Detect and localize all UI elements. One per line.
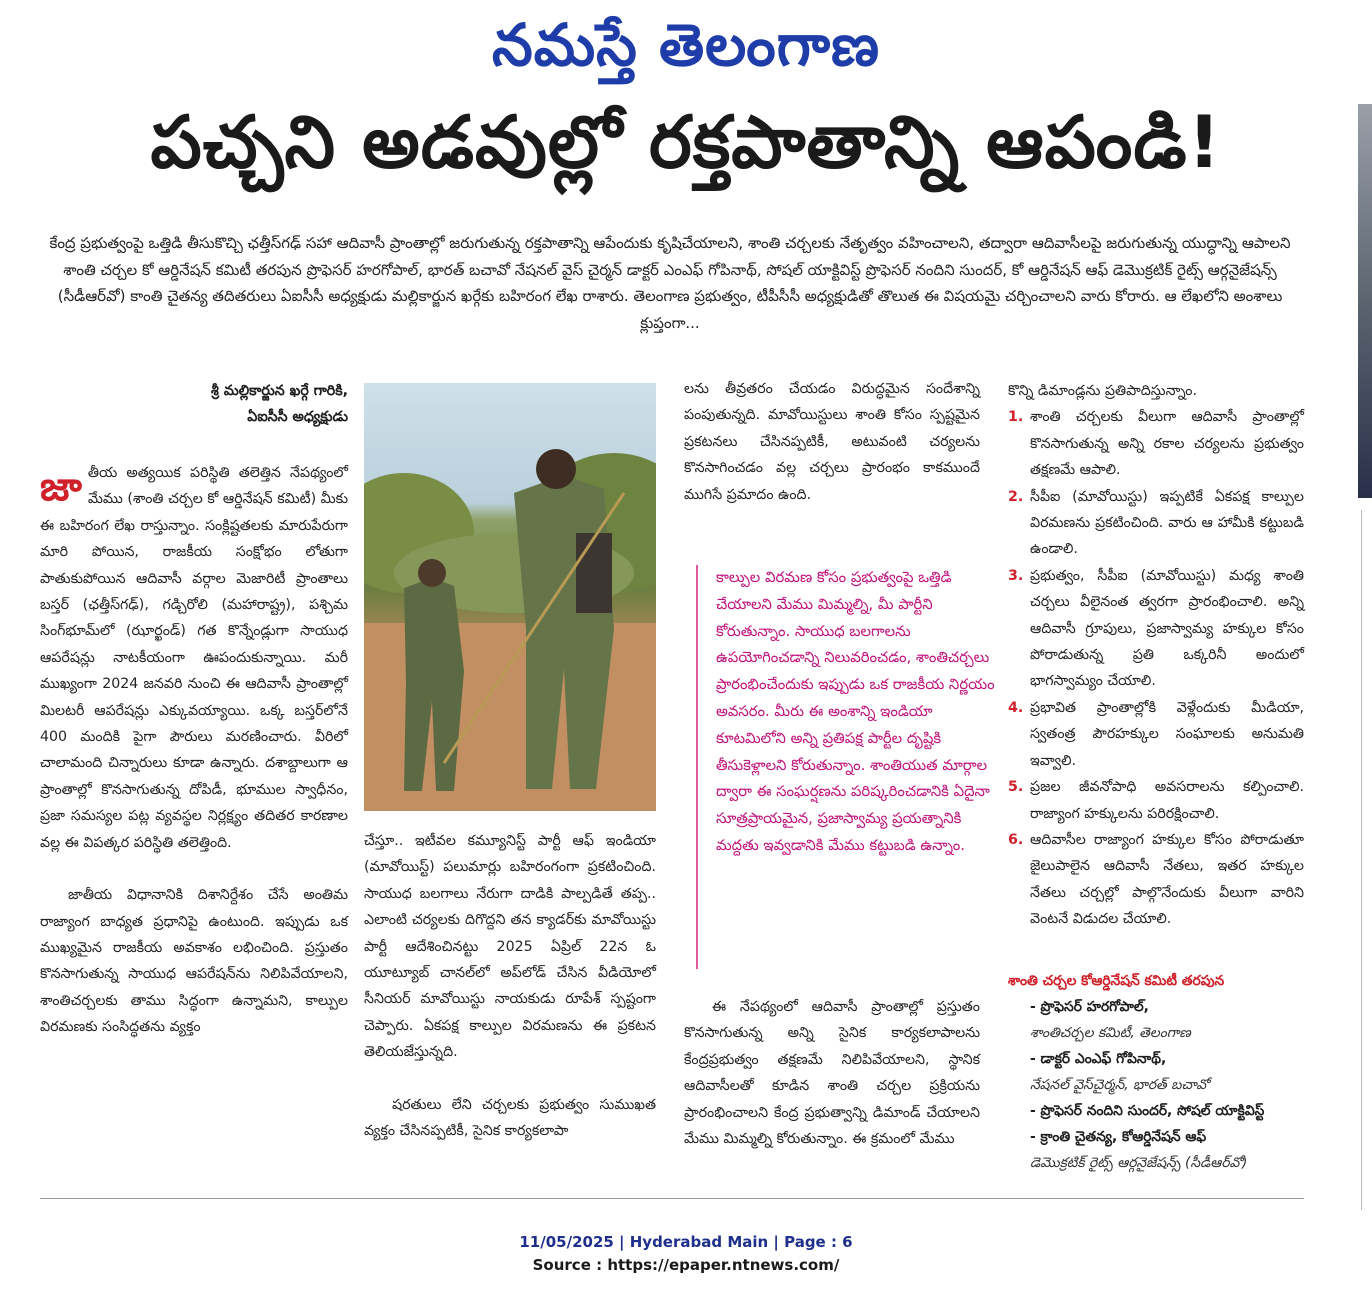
demand-number: 1. [1008,409,1024,426]
demand-item-2 [1008,484,1304,563]
signatory-name-2: - డాక్టర్ ఎంఎఫ్ గోపినాథ్, [1030,1051,1167,1067]
address-line-1: శ్రీ మల్లికార్జున ఖర్గే గారికి, [210,383,348,399]
paragraph: ఈ నేపథ్యంలో ఆదివాసీ ప్రాంతాల్లో ప్రస్తుతం కొనసాగుతున్న అన్ని సైనిక కార్యకలాపాలను కేంద్రప్రభుత్వం తక్షణమే నిలిపివేయాలని, స్థానిక ఆదివాసీలతో కూడిన శాంతి చర్చల ప్రక్రియను ప్రారంభించాలని కేంద్ర ప్రభుత్వాన్ని డిమాండ్ చేయాలని మేము మిమ్మల్ని కోరుతున్నాం. ఈ క్రమంలో మేము [684,999,980,1148]
signatory-role-1: శాంతిచర్చల కమిటీ, తెలంగాణ [1030,1025,1191,1041]
demands-list [1008,404,1304,932]
demand-item-3 [1008,563,1304,695]
demand-text: ప్రజల జీవనోపాధి అవసరాలను కల్పించాలి. రాజ్యాంగ హక్కులను పరిరక్షించాలి. [1030,779,1304,822]
address-line-2: ఏఐసీసీ అధ్యక్షుడు [247,409,348,425]
demand-number: 4. [1008,699,1024,716]
demand-text: ప్రభుత్వం, సీపీఐ (మావోయిస్టు) మధ్య శాంతి చర్చలు వీలైనంత త్వరగా ప్రారంభించాలి. అన్ని ఆదివాసీ గ్రూపులు, ప్రజాస్వామ్య హక్కుల కోసం పోరాడుతున్న ప్రతి ఒక్కరినీ అందులో భాగస్వామ్యం చేయాలి. [1030,567,1304,690]
pull-quote: కాల్పుల విరమణ కోసం ప్రభుత్వంపై ఒత్తిడి చేయాలని మేము మిమ్మల్ని, మీ పార్టీని కోరుతున్నాం. సాయుధ బలగాలను ఉపయోగించడాన్ని నిలువరించడం, శాంతిచర్చలు ప్రారంభించేందుకు ఇప్పుడు ఒక రాజకీయ నిర్ణయం అవసరం. మీరు ఈ అంశాన్ని ఇండియా కూటమిలోని అన్ని ప్రతిపక్ష పార్టీల దృష్టికి తీసుకెళ్లాలని కోరుతున్నాం. శాంతియుత మార్గాల ద్వారా ఈ సంఘర్షణను పరిష్కరించడానికి ఏదైనా సూత్రప్రాయమైన, ప్రజాస్వామ్య ప్రయత్నానికి మద్దతు ఇవ్వడానికి మేము కట్టుబడి ఉన్నాం. [696,565,1006,969]
article-photo-soldiers [364,383,656,811]
signatory-role-4: డెమొక్రటిక్ రైట్స్ ఆర్గనైజేషన్స్ (సీడీఆర్‌వో) [1030,1155,1248,1171]
signatory-name-3: - ప్రొఫెసర్ నందిని సుందర్, సోషల్ యాక్టివిస్ట్ [1030,1103,1265,1119]
footer-edition-info: 11/05/2025 | Hyderabad Main | Page : 6 [519,1233,853,1251]
demand-item-4 [1008,695,1304,774]
demand-number: 3. [1008,567,1024,584]
letter-address [40,378,348,434]
paragraph: జాతీయ విధానానికి దిశానిర్దేశం చేసే అంతిమ రాజ్యాంగ బాధ్యత ప్రధానిపై ఉంటుంది. ఇప్పుడు ఒక ముఖ్యమైన రాజకీయ అవకాశం లభించింది. ప్రస్తుతం కొనసాగుతున్న సాయుధ ఆపరేషన్‌ను నిలిపివేయాలని, శాంతిచర్చలకు తాము సిద్ధంగా ఉన్నామని, కాల్పుల విరమణకు సంసిద్ధతను వ్యక్తం [40,887,348,1036]
demand-item-6 [1008,827,1304,933]
demand-number: 6. [1008,831,1024,848]
paragraph: లను తీవ్రతరం చేయడం విరుద్ధమైన సందేశాన్ని పంపుతున్నది. మావోయిస్టులు శాంతి కోసం స్పష్టమైన ప్రకటనలు చేసినప్పటికీ, అటువంటి చర్యలను కొనసాగించడం వల్ల చర్చలు ప్రారంభం కాకముందే ముగిసే ప్రమాదం ఉంది. [684,381,980,503]
footer-source: Source : https://epaper.ntnews.com/ [532,1256,840,1274]
demands-lead: కొన్ని డిమాండ్లను ప్రతిపాదిస్తున్నాం. [1008,383,1198,399]
footer-rule [40,1198,1304,1199]
demand-text: ప్రభావిత ప్రాంతాల్లోకి వెళ్లేందుకు మీడియా, స్వతంత్ర పౌరహక్కుల సంఘాలకు అనుమతి ఇవ్వాలి. [1030,699,1304,769]
demand-number: 5. [1008,779,1024,796]
photo-illustration [364,383,656,811]
demand-text: ఆదివాసీల రాజ్యాంగ హక్కుల కోసం పోరాడుతూ జైలుపాలైన ఆదివాసీ నేతలు, ఇతర హక్కుల నేతలు చర్చల్లో పాల్గొనేందుకు వీలుగా వారిని వెంటనే విడుదల చేయాలి. [1030,831,1304,928]
signatory-name-1: - ప్రొఫెసర్ హరగోపాల్, [1030,999,1149,1015]
drop-cap: జా [40,463,82,510]
article-column-2 [364,828,656,1180]
masthead-logo: నమస్తే తెలంగాణ [492,11,880,79]
signatory-name-4: - క్రాంతి చైతన్య, కోఆర్డినేషన్ ఆఫ్ [1030,1129,1207,1145]
article-column-3-bottom [684,994,980,1178]
headline: పచ్చని అడవుల్లో రక్తపాతాన్ని ఆపండి! [150,100,1222,184]
signature-title: శాంతి చర్చల కోఆర్డినేషన్ కమిటీ తరపున [1008,973,1225,989]
paragraph [40,460,348,856]
demand-text: శాంతి చర్చలకు వీలుగా ఆదివాసీ ప్రాంతాల్లో కొనసాగుతున్న అన్ని రకాల చర్యలను ప్రభుత్వం తక్షణమే ఆపాలి. [1030,409,1304,479]
demands-column [1008,383,1304,934]
demand-number: 2. [1008,488,1024,505]
article-column-1 [40,460,348,1180]
demand-item-5 [1008,774,1304,827]
paragraph-text: తీయ అత్యయిక పరిస్థితి తలెత్తిన నేపథ్యంలో మేము (శాంతి చర్చల కో ఆర్డినేషన్ కమిటీ) మీకు ఈ బహిరంగ లేఖ రాస్తున్నాం. సంక్లిష్టతలకు మారుపేరుగా మారి పోయిన, రాజకీయ సంక్షోభం లోతుగా పాతుకుపోయిన ఆదివాసీ వర్గాల మెజారిటీ ప్రాంతాలు బస్తర్ (ఛత్తీస్‌గఢ్), గడ్చిరోలి (మహారాష్ట్ర), పశ్చిమ సింగ్‌భూమ్‌లో (ఝార్ఖండ్) గత కొన్నేండ్లుగా సాయుధ ఆపరేషన్లు నాటకీయంగా ఊపందుకున్నాయి. మరీ ముఖ్యంగా 2024 జనవరి నుంచి ఈ ఆదివాసీ ప్రాంతాల్లో మిలటరీ ఆపరేషన్లు ఎక్కువయ్యాయి. ఒక్క బస్తర్‌లోనే 400 మందికి పైగా పౌరులు మరణించారు. వీరిలో చాలామంది చిన్నారులు కూడా ఉన్నారు. దశాబ్దాలుగా ఆ ప్రాంతాల్లో కొనసాగుతున్న దోపిడీ, భూముల స్వాధీనం, ప్రజా సమస్యల పట్ల వ్యవస్థల నిర్లక్ష్యం తదితర కారణాల వల్ల ఈ విపత్కర పరిస్థితి తలెత్తింది. [40,465,348,851]
article-column-3-top [684,376,980,532]
signature-block [1008,968,1308,1180]
paragraph: చేస్తూ.. ఇటీవల కమ్యూనిస్ట్ పార్టీ ఆఫ్ ఇండియా (మావోయిస్ట్) పలుమార్లు బహిరంగంగా ప్రకటించింది. సాయుధ బలగాలు నేరుగా దాడికి పాల్పడితే తప్ప.. ఎలాంటి చర్యలకు దిగొద్దని తన క్యాడర్‌కు మావోయిస్టు పార్టీ ఆదేశించినట్టు 2025 ఏప్రిల్ 22న ఓ యూట్యూబ్ చానల్‌లో అప్‌లోడ్ చేసిన వీడియోలో సీనియర్ మావోయిస్టు నాయకుడు రూపేశ్ స్పష్టంగా చెప్పారు. ఏకపక్ష కాల్పుల విరమణను ఈ ప్రకటన తెలియజేస్తున్నది. [364,833,656,1061]
demand-item-1 [1008,404,1304,483]
column-divider [1361,510,1362,1210]
adjacent-article-image-edge [1358,104,1372,498]
signatory-role-2: నేషనల్ వైస్‌చైర్మన్, భారత్ బచావో [1030,1077,1209,1093]
paragraph: షరతులు లేని చర్చలకు ప్రభుత్వం సుముఖత వ్యక్తం చేసినప్పటికీ, సైనిక కార్యకలాపా [364,1096,656,1140]
intro-paragraph: కేంద్ర ప్రభుత్వంపై ఒత్తిడి తీసుకొచ్చి ఛత్తీస్‌గఢ్ సహా ఆదివాసీ ప్రాంతాల్లో జరుగుతున్న రక్తపాతాన్ని ఆపేందుకు కృషిచేయాలని, శాంతి చర్చలకు నేతృత్వం వహించాలని, తద్వారా ఆదివాసీలపై జరుగుతున్న యుద్ధాన్ని ఆపాలని శాంతి చర్చల కో ఆర్డినేషన్ కమిటీ తరపున ప్రొఫెసర్ హరగోపాల్, భారత్ బచావో నేషనల్ వైస్ చైర్మన్ డాక్టర్ ఎంఎఫ్ గోపినాథ్, సోషల్ యాక్టివిస్ట్ ప్రొఫెసర్ నందిని సుందర్, కో ఆర్డినేషన్ ఆఫ్ డెమొక్రటిక్ రైట్స్ ఆర్గనైజేషన్స్ (సీడీఆర్‌వో) కాంతి చైతన్య తదితరులు ఏఐసీసీ అధ్యక్షుడు మల్లికార్జున ఖర్గేకు బహిరంగ లేఖ రాశారు. తెలంగాణ ప్రభుత్వం, టీపీసీసీ అధ్యక్షుడితో తొలుత ఈ విషయమై చర్చించాలని వారు కోరారు. ఆ లేఖలోని అంశాలు క్లుప్తంగా... [49,234,1291,332]
demand-text: సీపీఐ (మావోయిస్టు) ఇప్పటికే ఏకపక్ష కాల్పుల విరమణను ప్రకటించింది. వారు ఆ హామీకి కట్టుబడి ఉండాలి. [1030,488,1304,558]
